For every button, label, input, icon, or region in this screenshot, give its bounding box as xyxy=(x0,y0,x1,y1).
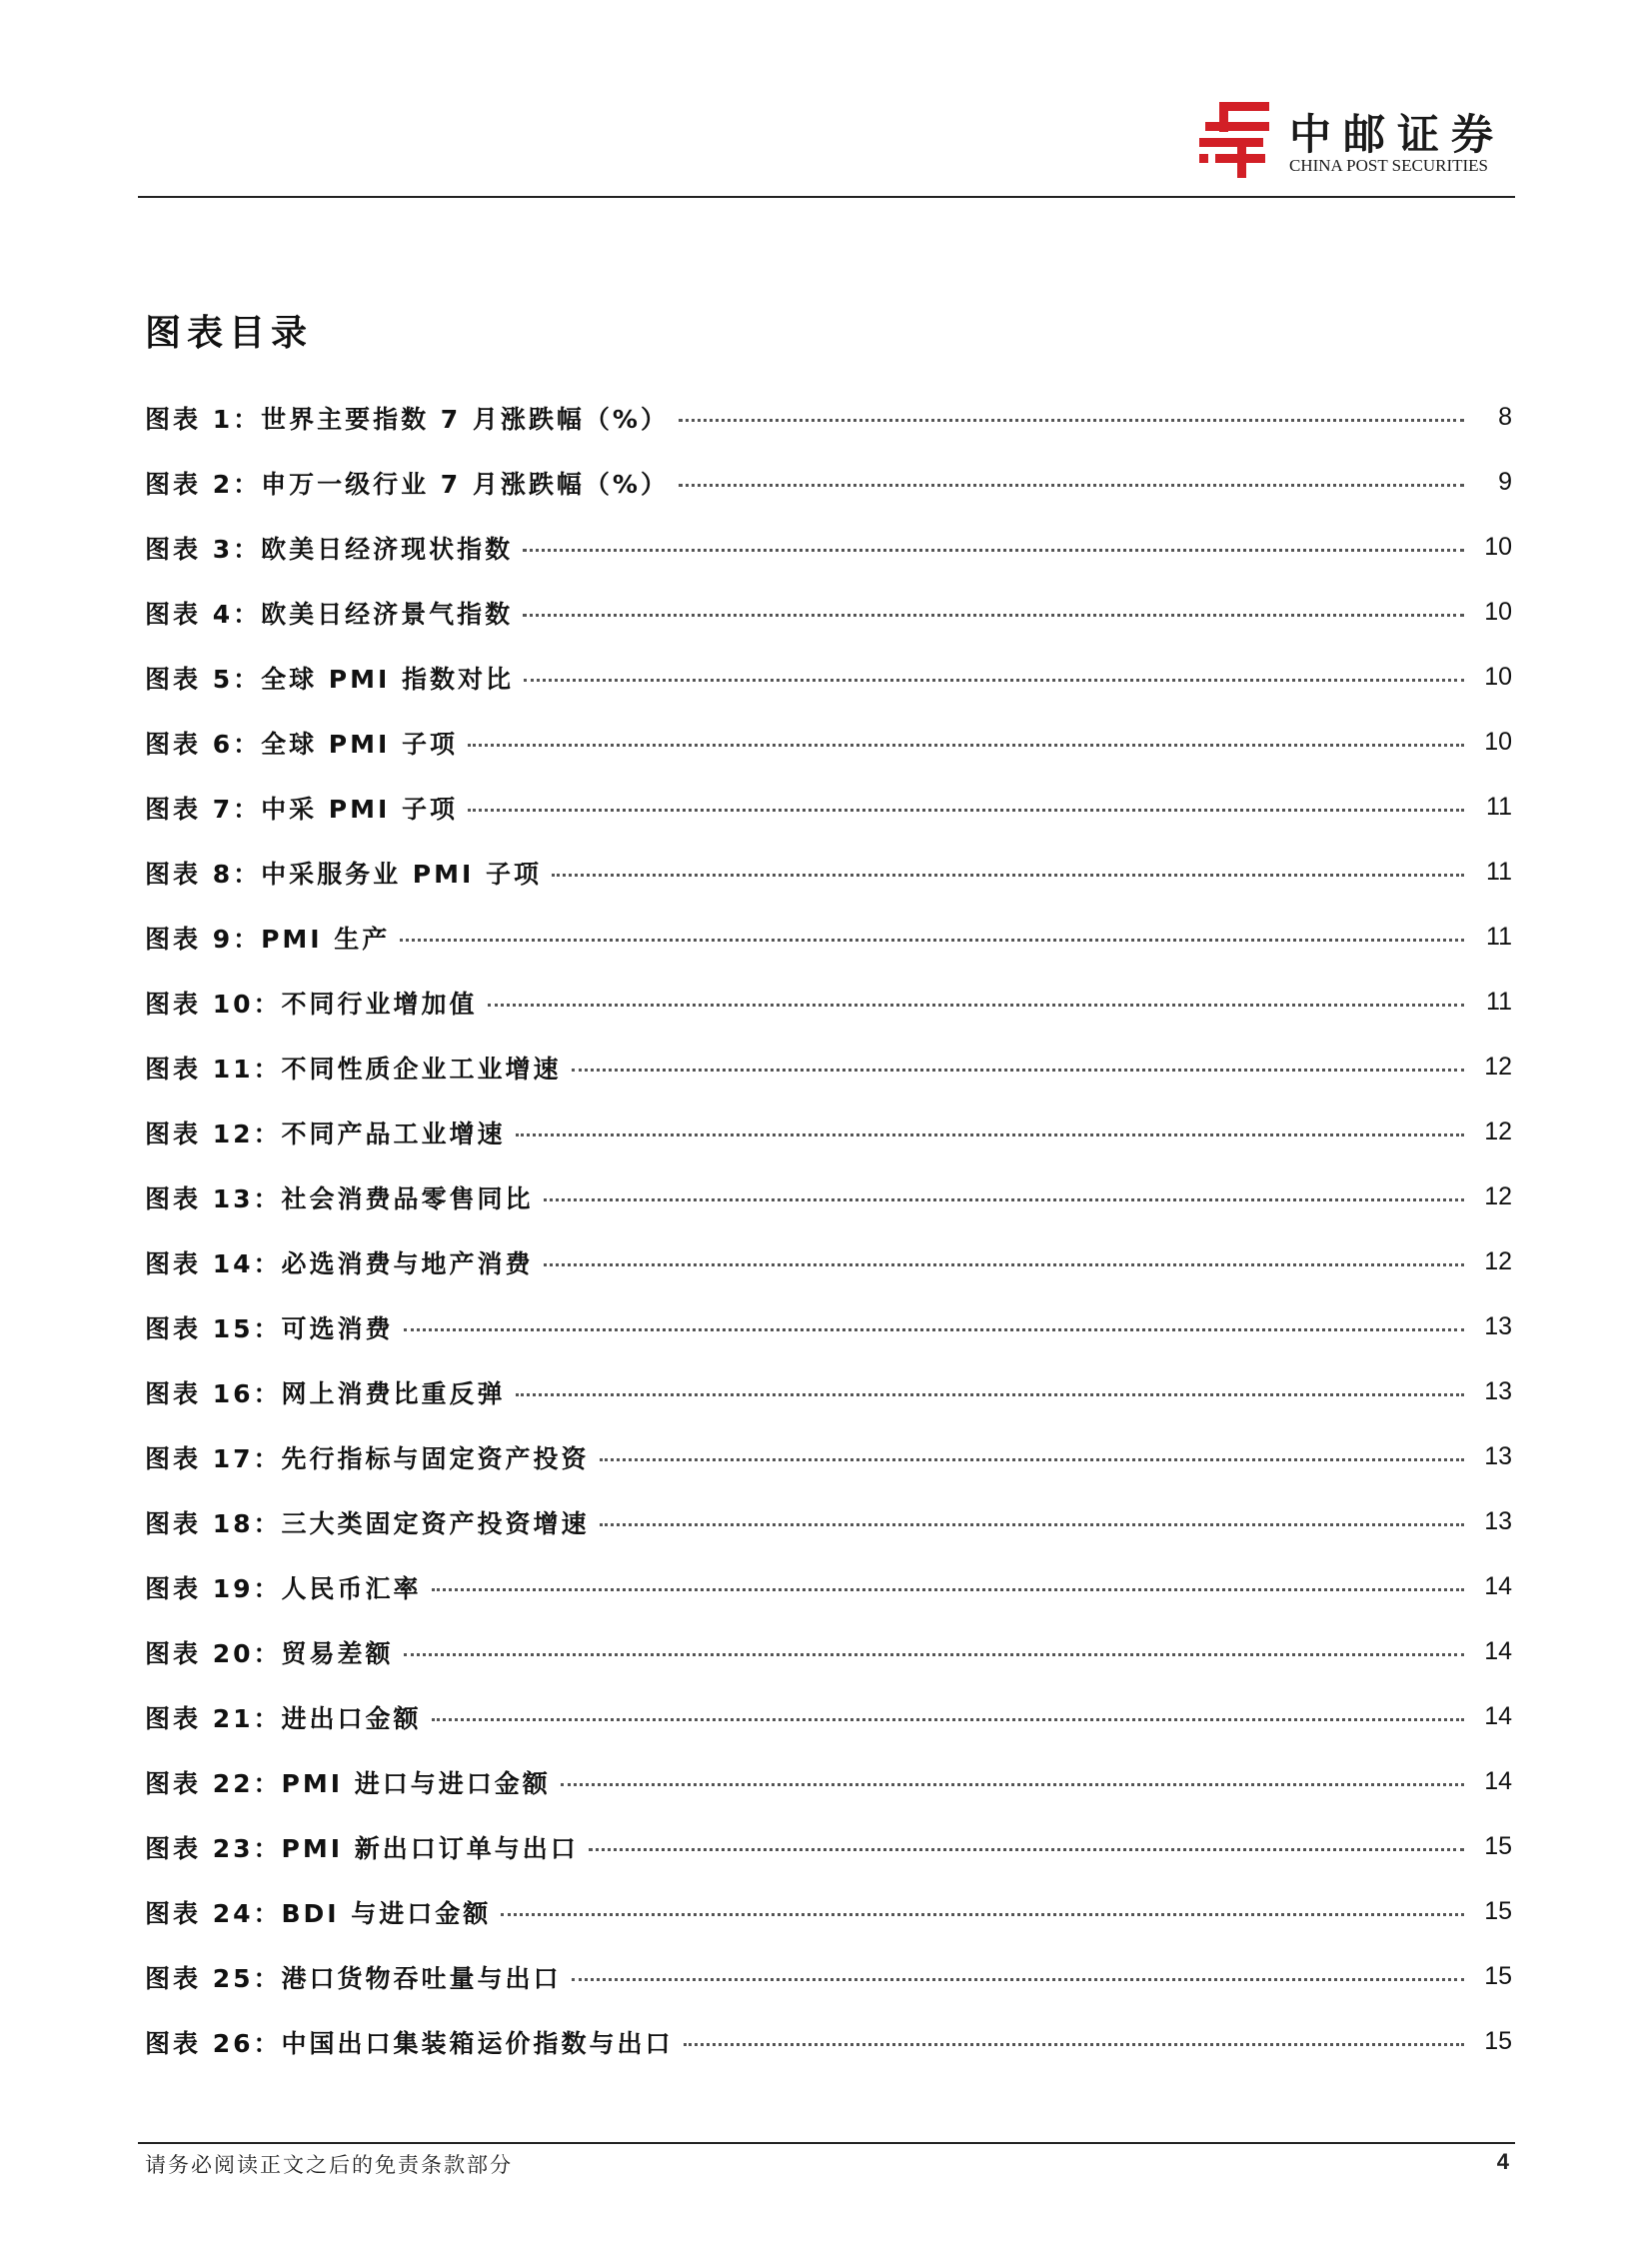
toc-entry[interactable] xyxy=(145,1554,1512,1619)
toc-entry-page: 11 xyxy=(1486,858,1512,886)
toc-entry-page: 11 xyxy=(1486,988,1512,1016)
toc-entry-label: 图表 1：世界主要指数 7 月涨跌幅（%） xyxy=(145,404,669,434)
toc-entry[interactable] xyxy=(145,1424,1512,1489)
toc-entry-label: 图表 21：进出口金额 xyxy=(145,1703,422,1733)
dot-leader xyxy=(432,1588,1465,1591)
toc-entry[interactable] xyxy=(145,1684,1512,1749)
footer-divider xyxy=(138,2142,1515,2144)
dot-leader xyxy=(404,1328,1465,1331)
toc-entry-label: 图表 5：全球 PMI 指数对比 xyxy=(145,664,515,694)
dot-leader xyxy=(404,1653,1465,1656)
toc-entry-label: 图表 26：中国出口集装箱运价指数与出口 xyxy=(145,2028,674,2058)
toc-entry[interactable] xyxy=(145,515,1512,580)
dot-leader xyxy=(432,1718,1465,1721)
toc-entry-page: 15 xyxy=(1484,1962,1512,1990)
china-post-logo-icon xyxy=(1197,100,1277,180)
toc-entry-page: 8 xyxy=(1498,403,1512,431)
toc-entry-page: 13 xyxy=(1484,1312,1512,1340)
toc-entry-label: 图表 14：必选消费与地产消费 xyxy=(145,1248,534,1278)
toc-entry[interactable] xyxy=(145,450,1512,515)
dot-leader xyxy=(501,1913,1464,1916)
toc-entry-page: 15 xyxy=(1484,1897,1512,1925)
dot-leader xyxy=(679,484,1464,487)
toc-entry-label: 图表 20：贸易差额 xyxy=(145,1638,394,1668)
toc-entry[interactable] xyxy=(145,1619,1512,1684)
dot-leader xyxy=(400,939,1464,942)
toc-entry[interactable] xyxy=(145,710,1512,775)
toc-entry[interactable] xyxy=(145,385,1512,450)
toc-entry[interactable] xyxy=(145,1359,1512,1424)
toc-entry-label: 图表 8：中采服务业 PMI 子项 xyxy=(145,859,543,889)
toc-entry-label: 图表 3：欧美日经济现状指数 xyxy=(145,534,514,564)
toc-heading: 图表目录 xyxy=(145,313,314,354)
dot-leader xyxy=(600,1458,1465,1461)
toc-entry-label: 图表 19：人民币汇率 xyxy=(145,1573,422,1603)
toc-entry-page: 15 xyxy=(1484,1832,1512,1860)
dot-leader xyxy=(468,809,1464,812)
toc-entry-label: 图表 24：BDI 与进口金额 xyxy=(145,1898,492,1928)
table-of-contents xyxy=(145,385,1512,2074)
logo-chinese-name: 中邮证券 xyxy=(1289,110,1506,159)
toc-entry-label: 图表 16：网上消费比重反弹 xyxy=(145,1378,506,1408)
toc-entry-label: 图表 11：不同性质企业工业增速 xyxy=(145,1054,562,1084)
toc-entry-page: 15 xyxy=(1484,2027,1512,2055)
toc-entry[interactable] xyxy=(145,1164,1512,1229)
toc-entry-label: 图表 15：可选消费 xyxy=(145,1313,394,1343)
toc-entry-page: 11 xyxy=(1486,793,1512,821)
toc-entry-page: 11 xyxy=(1486,923,1512,951)
toc-entry-label: 图表 25：港口货物吞吐量与出口 xyxy=(145,1963,562,1993)
dot-leader xyxy=(468,744,1464,747)
toc-entry-label: 图表 22：PMI 进口与进口金额 xyxy=(145,1768,551,1798)
toc-entry-page: 14 xyxy=(1484,1572,1512,1600)
toc-entry-label: 图表 23：PMI 新出口订单与出口 xyxy=(145,1833,579,1863)
dot-leader xyxy=(561,1783,1464,1786)
toc-entry-page: 12 xyxy=(1484,1182,1512,1210)
toc-entry-page: 14 xyxy=(1484,1702,1512,1730)
dot-leader xyxy=(524,679,1464,682)
dot-leader xyxy=(544,1198,1465,1201)
toc-entry-page: 12 xyxy=(1484,1247,1512,1275)
toc-entry[interactable] xyxy=(145,970,1512,1035)
toc-entry[interactable] xyxy=(145,1100,1512,1164)
toc-entry[interactable] xyxy=(145,1294,1512,1359)
toc-entry-label: 图表 9：PMI 生产 xyxy=(145,924,391,954)
toc-entry-page: 10 xyxy=(1484,728,1512,756)
toc-entry-label: 图表 12：不同产品工业增速 xyxy=(145,1119,506,1148)
toc-entry-page: 10 xyxy=(1484,663,1512,691)
toc-entry[interactable] xyxy=(145,580,1512,645)
toc-entry-label: 图表 10：不同行业增加值 xyxy=(145,989,478,1019)
dot-leader xyxy=(516,1393,1465,1396)
toc-entry[interactable] xyxy=(145,905,1512,970)
dot-leader xyxy=(600,1523,1465,1526)
toc-entry[interactable] xyxy=(145,1879,1512,1944)
footer-disclaimer: 请务必阅读正文之后的免责条款部分 xyxy=(145,2153,513,2177)
toc-entry-page: 12 xyxy=(1484,1118,1512,1145)
toc-entry[interactable] xyxy=(145,775,1512,840)
dot-leader xyxy=(552,874,1464,877)
toc-entry-label: 图表 17：先行指标与固定资产投资 xyxy=(145,1443,590,1473)
toc-entry-page: 12 xyxy=(1484,1053,1512,1081)
dot-leader xyxy=(684,2043,1465,2046)
toc-entry-page: 10 xyxy=(1484,533,1512,561)
toc-entry-label: 图表 13：社会消费品零售同比 xyxy=(145,1183,534,1213)
toc-entry-page: 13 xyxy=(1484,1377,1512,1405)
toc-entry[interactable] xyxy=(145,840,1512,905)
header-divider xyxy=(138,196,1515,198)
dot-leader xyxy=(572,1978,1465,1981)
toc-entry[interactable] xyxy=(145,2009,1512,2074)
toc-entry-label: 图表 7：中采 PMI 子项 xyxy=(145,794,459,824)
dot-leader xyxy=(589,1848,1464,1851)
toc-entry[interactable] xyxy=(145,645,1512,710)
toc-entry-label: 图表 4：欧美日经济景气指数 xyxy=(145,599,514,629)
dot-leader xyxy=(572,1069,1465,1072)
dot-leader xyxy=(523,614,1464,617)
dot-leader xyxy=(516,1133,1465,1136)
dot-leader xyxy=(523,549,1464,552)
logo-english-name: CHINA POST SECURITIES xyxy=(1289,156,1488,175)
toc-entry-page: 14 xyxy=(1484,1637,1512,1665)
toc-entry-label: 图表 6：全球 PMI 子项 xyxy=(145,729,459,759)
company-logo xyxy=(1197,100,1507,180)
toc-entry-label: 图表 18：三大类固定资产投资增速 xyxy=(145,1508,590,1538)
dot-leader xyxy=(488,1004,1465,1007)
toc-entry-page: 14 xyxy=(1484,1767,1512,1795)
toc-entry[interactable] xyxy=(145,1489,1512,1554)
toc-entry-label: 图表 2：申万一级行业 7 月涨跌幅（%） xyxy=(145,469,669,499)
dot-leader xyxy=(679,419,1464,422)
toc-entry[interactable] xyxy=(145,1035,1512,1100)
toc-entry[interactable] xyxy=(145,1814,1512,1879)
toc-entry-page: 13 xyxy=(1484,1507,1512,1535)
toc-entry[interactable] xyxy=(145,1749,1512,1814)
dot-leader xyxy=(544,1263,1465,1266)
toc-entry-page: 13 xyxy=(1484,1442,1512,1470)
toc-entry-page: 10 xyxy=(1484,598,1512,626)
toc-entry-page: 9 xyxy=(1498,468,1512,496)
page-number: 4 xyxy=(1496,2149,1509,2174)
toc-entry[interactable] xyxy=(145,1229,1512,1294)
toc-entry[interactable] xyxy=(145,1944,1512,2009)
